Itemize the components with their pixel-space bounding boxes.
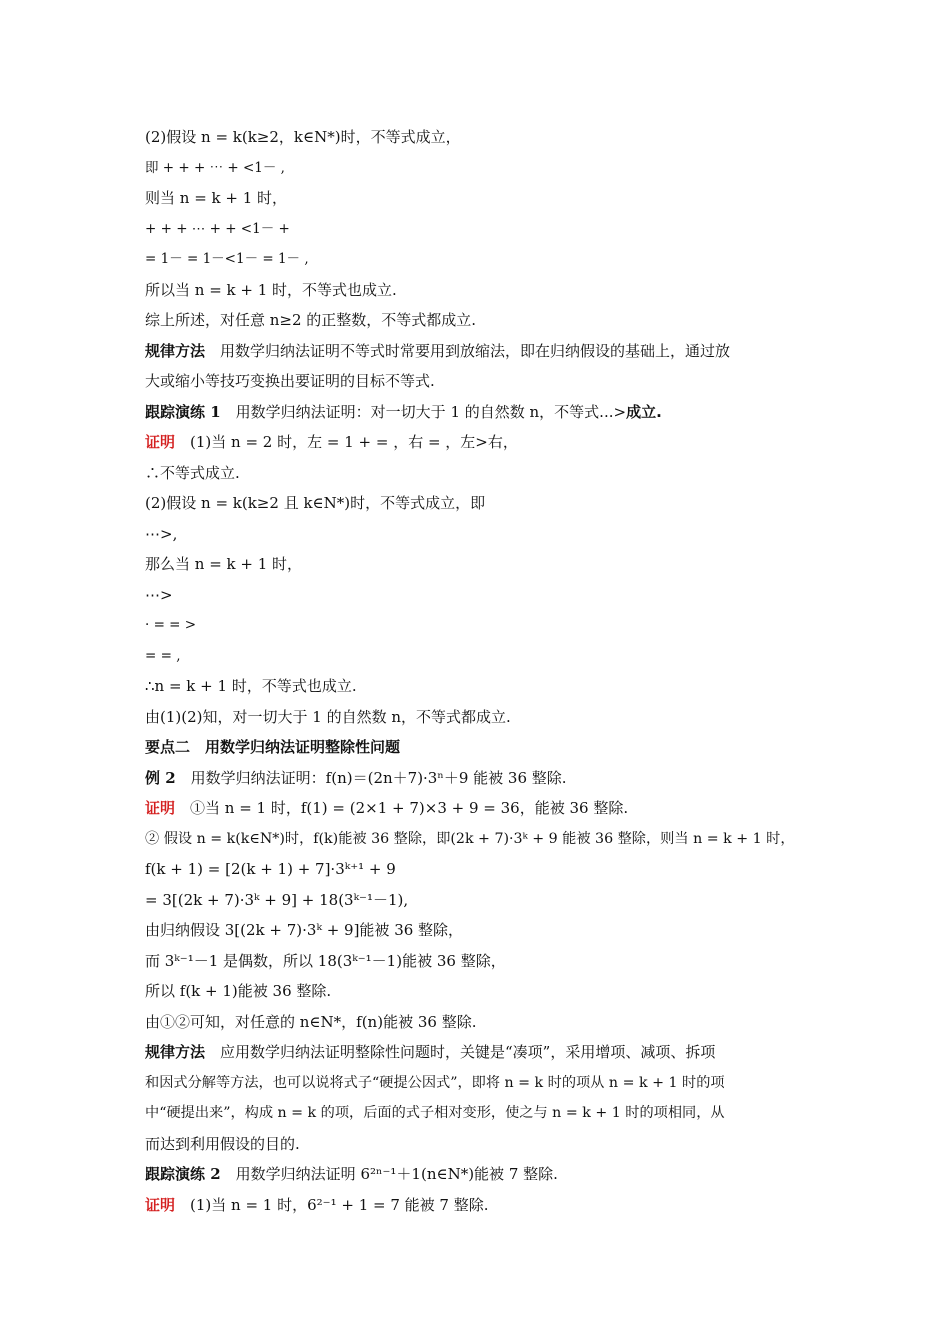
line-35 [145,1159,810,1190]
line-29: 所以 f(k + 1)能被 36 整除. [145,982,332,1000]
line-12: ∴不等式成立. [145,463,240,482]
exercise-text-2: 用数学归纳法证明 6²ⁿ⁻¹＋1(n∈N*)能被 7 整除. [220,1165,558,1183]
proof-label-2: 证明 [145,799,176,817]
line-30: 由①②可知，对任意的 n∈N*，f(n)能被 36 整除. [145,1012,477,1031]
line-26: = 3[(2k + 7)·3ᵏ + 9] + 18(3ᵏ⁻¹－1), [145,890,409,909]
proof-text: (1)当 n = 2 时，左 = 1 + = ，右 = ，左>右， [175,433,518,451]
line-3: 则当 n = k + 1 时， [145,189,288,207]
line-33: 中“硬提出来”，构成 n = k 的项，后面的式子相对变形，使之与 n = k + 1 时的项相同，从 [145,1105,725,1121]
line-16: ⋯> [145,585,173,604]
line-32: 和因式分解等方法，也可以说将式子“硬提公因式”，即将 n = k 时的项从 n = k + 1 时的项 [145,1074,725,1091]
line-22 [145,763,810,794]
method-label: 规律方法 [145,341,206,360]
exercise-end: 成立. [626,402,662,421]
line-15: 那么当 n = k + 1 时， [145,555,303,573]
line-27: 由归纳假设 3[(2k + 7)·3ᵏ + 9]能被 36 整除， [145,921,464,939]
line-31 [145,1037,810,1068]
line-24: ② 假设 n = k(k∈N*)时，f(k)能被 36 整除，即(2k + 7)·3ᵏ + 9 能被 36 整除，则当 n = k + 1 时， [145,830,795,847]
proof-label-3: 证明 [145,1195,176,1214]
line-23 [145,793,810,824]
line-9: 大或缩小等技巧变换出要证明的目标不等式. [145,372,435,390]
line-14: ⋯>, [145,524,178,543]
line-2: 即 + + + ⋯ + <1－ , [145,159,285,176]
section-heading: 要点二 用数学归纳法证明整除性问题 [145,738,401,756]
line-10 [145,397,810,428]
line-20: 由(1)(2)知，对一切大于 1 的自然数 n，不等式都成立. [145,707,511,726]
proof-text-2: ①当 n = 1 时，f(1) = (2×1 + 7)×3 + 9 = 36，能被 36 整除. [175,799,629,817]
line-17: · = = > [145,617,197,633]
exercise-label-2: 跟踪演练 2 [145,1165,221,1183]
line-7: 综上所述，对任意 n≥2 的正整数，不等式都成立. [145,311,477,329]
exercise-text: 用数学归纳法证明：对一切大于 1 的自然数 n，不等式...> [220,402,627,421]
line-36 [145,1190,810,1221]
method-label-2: 规律方法 [145,1043,206,1061]
exercise-label: 跟踪演练 1 [145,402,221,421]
document-page [145,122,810,1220]
line-28: 而 3ᵏ⁻¹－1 是偶数，所以 18(3ᵏ⁻¹－1)能被 36 整除， [145,951,506,970]
line-13: (2)假设 n = k(k≥2 且 k∈N*)时，不等式成立，即 [145,494,486,512]
method-text: 用数学归纳法证明不等式时常要用到放缩法，即在归纳假设的基础上，通过放 [205,341,731,360]
line-19: ∴n = k + 1 时，不等式也成立. [145,677,357,695]
line-25: f(k + 1) = [2(k + 1) + 7]·3ᵏ⁺¹ + 9 [145,860,396,878]
line-1: (2)假设 n = k(k≥2，k∈N*)时，不等式成立， [145,128,461,146]
proof-text-3: (1)当 n = 1 时，6²⁻¹ + 1 = 7 能被 7 整除. [175,1195,489,1214]
example-label: 例 2 [145,768,176,787]
line-34: 而达到利用假设的目的. [145,1134,300,1153]
line-4: + + + ⋯ + + <1－ + [145,220,290,237]
line-5: = 1－ = 1－<1－ = 1－ , [145,251,309,267]
line-18: = = , [145,647,181,664]
line-6: 所以当 n = k + 1 时，不等式也成立. [145,280,397,299]
example-text: 用数学归纳法证明：f(n)＝(2n＋7)·3ⁿ＋9 能被 36 整除. [175,768,567,787]
line-11 [145,427,810,458]
proof-label: 证明 [145,433,176,451]
method-text-2: 应用数学归纳法证明整除性问题时，关键是“凑项”，采用增项、减项、拆项 [205,1043,716,1061]
line-8 [145,336,810,367]
